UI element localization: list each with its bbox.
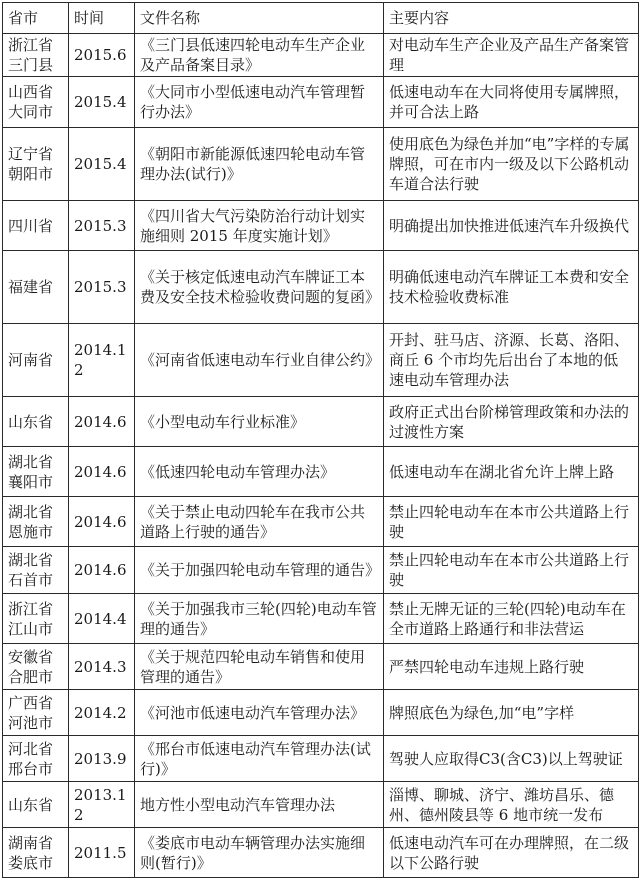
cell-time: 2014.4 — [69, 594, 135, 644]
cell-content: 禁止四轮电动车在本市公共道路上行驶 — [384, 497, 639, 547]
cell-province: 河北省邢台市 — [3, 736, 69, 782]
cell-document: 《四川省大气污染防治行动计划实施细则 2015 年度实施计划》 — [135, 201, 384, 251]
table-row — [3, 201, 639, 251]
cell-document: 《关于规范四轮电动车销售和使用管理的通告》 — [135, 644, 384, 690]
cell-content: 禁止四轮电动车在本市公共道路上行驶 — [384, 547, 639, 594]
cell-province: 安徽省合肥市 — [3, 644, 69, 690]
cell-content: 低速电动汽车可在办理牌照，在二级以下公路行驶 — [384, 828, 639, 878]
cell-document: 《关于加强我市三轮(四轮)电动车管理的通告》 — [135, 594, 384, 644]
cell-province: 山西省大同市 — [3, 77, 69, 128]
cell-province: 广西省河池市 — [3, 690, 69, 736]
table-row — [3, 497, 639, 547]
table-row — [3, 644, 639, 690]
cell-time: 2014.6 — [69, 447, 135, 497]
cell-time: 2011.5 — [69, 828, 135, 878]
cell-content: 牌照底色为绿色,加“电”字样 — [384, 690, 639, 736]
cell-content: 低速电动车在大同将使用专属牌照，并可合法上路 — [384, 77, 639, 128]
cell-province: 湖北省襄阳市 — [3, 447, 69, 497]
cell-time: 2015.6 — [69, 34, 135, 77]
table-row — [3, 324, 639, 397]
table-row — [3, 128, 639, 201]
cell-document: 《河池市低速电动汽车管理办法》 — [135, 690, 384, 736]
cell-document: 《大同市小型低速电动汽车管理暂行办法》 — [135, 77, 384, 128]
cell-time: 2013.9 — [69, 736, 135, 782]
cell-document: 《小型电动车行业标准》 — [135, 397, 384, 447]
policy-table — [2, 2, 639, 878]
cell-province: 辽宁省朝阳市 — [3, 128, 69, 201]
cell-document: 《三门县低速四轮电动车生产企业及产品备案目录》 — [135, 34, 384, 77]
cell-province: 四川省 — [3, 201, 69, 251]
header-province: 省市 — [3, 3, 69, 34]
cell-content: 开封、驻马店、济源、长葛、洛阳、商丘 6 个市均先后出台了本地的低速电动车管理办法 — [384, 324, 639, 397]
cell-time: 2013.12 — [69, 782, 135, 828]
cell-province: 河南省 — [3, 324, 69, 397]
cell-document: 《低速四轮电动车管理办法》 — [135, 447, 384, 497]
header-content: 主要内容 — [384, 3, 639, 34]
table-body — [3, 34, 639, 878]
cell-province: 湖南省娄底市 — [3, 828, 69, 878]
cell-content: 驾驶人应取得C3(含C3)以上驾驶证 — [384, 736, 639, 782]
cell-content: 严禁四轮电动车违规上路行驶 — [384, 644, 639, 690]
cell-content: 低速电动车在湖北省允许上牌上路 — [384, 447, 639, 497]
table-row — [3, 828, 639, 878]
cell-document: 地方性小型电动汽车管理办法 — [135, 782, 384, 828]
cell-document: 《朝阳市新能源低速四轮电动车管理办法(试行)》 — [135, 128, 384, 201]
table-row — [3, 690, 639, 736]
cell-document: 《邢台市低速电动汽车管理办法(试行)》 — [135, 736, 384, 782]
cell-province: 山东省 — [3, 397, 69, 447]
cell-time: 2015.4 — [69, 128, 135, 201]
cell-province: 山东省 — [3, 782, 69, 828]
cell-document: 《河南省低速电动车行业自律公约》 — [135, 324, 384, 397]
table-row — [3, 594, 639, 644]
cell-content: 对电动车生产企业及产品生产备案管理 — [384, 34, 639, 77]
cell-document: 《关于禁止电动四轮车在我市公共道路上行驶的通告》 — [135, 497, 384, 547]
cell-province: 湖北省石首市 — [3, 547, 69, 594]
header-time: 时间 — [69, 3, 135, 34]
cell-province: 浙江省三门县 — [3, 34, 69, 77]
cell-time: 2014.2 — [69, 690, 135, 736]
cell-content: 使用底色为绿色并加“电”字样的专属牌照，可在市内一级及以下公路机动车道合法行驶 — [384, 128, 639, 201]
cell-time: 2015.4 — [69, 77, 135, 128]
cell-document: 《关于加强四轮电动车管理的通告》 — [135, 547, 384, 594]
header-row — [3, 3, 639, 34]
cell-time: 2014.3 — [69, 644, 135, 690]
cell-province: 福建省 — [3, 251, 69, 324]
cell-document: 《娄底市电动车辆管理办法实施细则(暂行)》 — [135, 828, 384, 878]
cell-province: 湖北省恩施市 — [3, 497, 69, 547]
cell-time: 2014.6 — [69, 397, 135, 447]
cell-time: 2014.12 — [69, 324, 135, 397]
cell-province: 浙江省江山市 — [3, 594, 69, 644]
cell-time: 2014.6 — [69, 497, 135, 547]
cell-content: 明确提出加快推进低速汽车升级换代 — [384, 201, 639, 251]
cell-content: 淄博、聊城、济宁、潍坊昌乐、德州、德州陵县等 6 地市统一发布 — [384, 782, 639, 828]
table-row — [3, 782, 639, 828]
cell-time: 2015.3 — [69, 201, 135, 251]
cell-time: 2015.3 — [69, 251, 135, 324]
table-row — [3, 397, 639, 447]
cell-content: 明确低速电动汽车牌证工本费和安全技术检验收费标准 — [384, 251, 639, 324]
cell-content: 政府正式出台阶梯管理政策和办法的过渡性方案 — [384, 397, 639, 447]
table-row — [3, 34, 639, 77]
cell-document: 《关于核定低速电动汽车牌证工本费及安全技术检验收费问题的复函》 — [135, 251, 384, 324]
table-row — [3, 547, 639, 594]
table-row — [3, 736, 639, 782]
table-row — [3, 251, 639, 324]
cell-time: 2014.6 — [69, 547, 135, 594]
table-row — [3, 77, 639, 128]
header-document: 文件名称 — [135, 3, 384, 34]
cell-content: 禁止无牌无证的三轮(四轮)电动车在全市道路上路通行和非法营运 — [384, 594, 639, 644]
table-row — [3, 447, 639, 497]
